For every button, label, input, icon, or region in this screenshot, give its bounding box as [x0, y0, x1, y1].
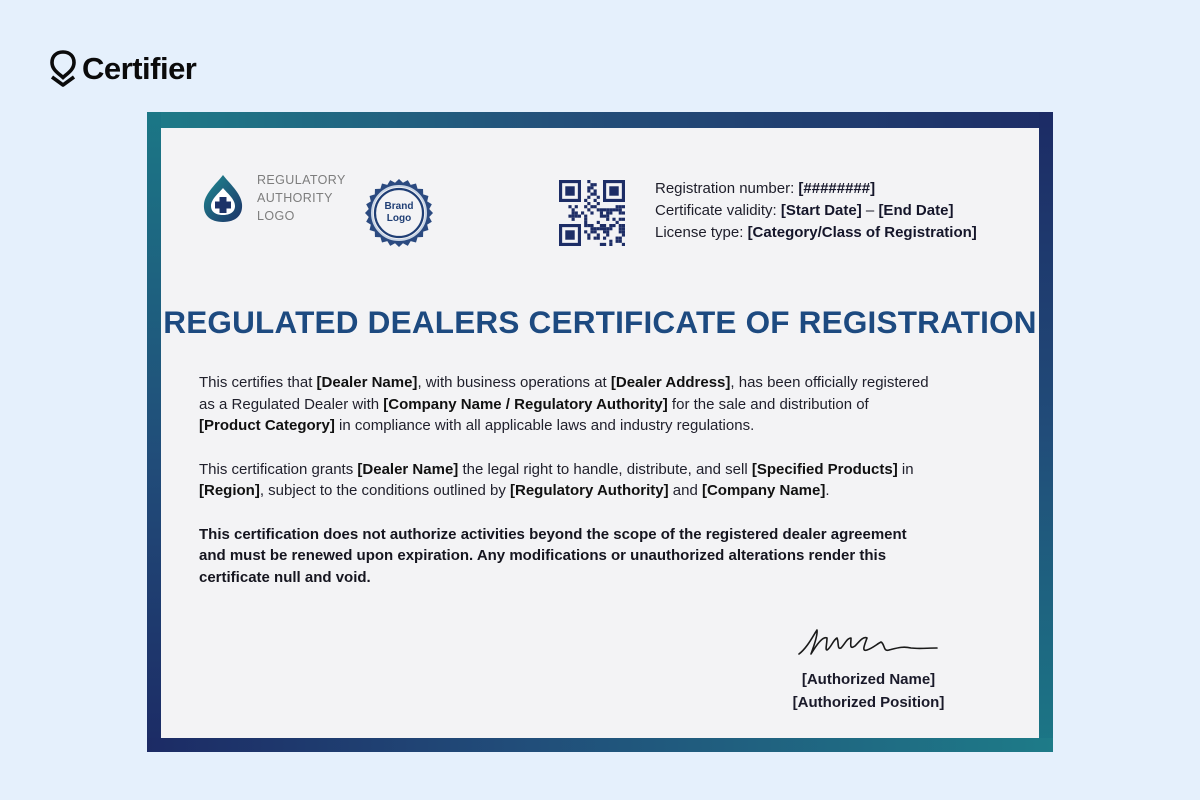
frame-right-border	[1039, 112, 1053, 752]
qr-code[interactable]	[559, 180, 625, 246]
signature-icon	[793, 622, 943, 662]
body-text: for the sale and distribution of	[667, 395, 869, 413]
body-text: , subject to the conditions outlined by	[259, 482, 510, 499]
authority-logo-line: LOGO	[257, 209, 295, 223]
placeholder-field: [Dealer Name]	[316, 374, 418, 391]
body-paragraph	[199, 524, 929, 589]
placeholder-field: [Dealer Address]	[610, 374, 731, 391]
body-text: the legal right to handle, distribute, and sell	[458, 460, 752, 478]
frame-left-border	[147, 112, 161, 752]
authority-logo-text	[257, 171, 347, 225]
certificate-frame	[147, 112, 1053, 752]
signatory-block	[761, 668, 976, 714]
placeholder-field: [Company Name / Regulatory Authority]	[383, 395, 668, 413]
certificate-meta	[655, 178, 977, 244]
date-separator: –	[861, 202, 879, 219]
meta-label: Certificate validity:	[655, 202, 777, 219]
start-date-value: [Start Date]	[780, 202, 862, 219]
seal-line: Logo	[386, 213, 412, 224]
certificate-body	[199, 372, 929, 610]
medical-cross-shield-icon	[200, 173, 246, 224]
signature	[793, 622, 943, 662]
frame-bottom-border	[147, 738, 1053, 752]
registration-number-row	[655, 178, 977, 200]
certificate-validity-row	[655, 200, 977, 222]
body-text: This certifies that	[199, 374, 317, 391]
placeholder-field: [Product Category]	[199, 417, 335, 434]
brand-name: Certifier	[82, 51, 197, 86]
certificate-title: REGULATED DEALERS CERTIFICATE OF REGISTRATION	[163, 304, 1037, 340]
end-date-value: [End Date]	[878, 202, 954, 219]
body-paragraph	[199, 459, 929, 502]
license-type-value: [Category/Class of Registration]	[747, 224, 977, 241]
body-text: in compliance with all applicable laws and industry regulations.	[334, 417, 755, 434]
authority-logo-line: AUTHORITY	[257, 191, 333, 205]
placeholder-field: [Regulatory Authority]	[510, 482, 669, 499]
certifier-logo-icon	[50, 50, 76, 88]
seal-line: Brand	[384, 201, 414, 212]
authority-logo-line: REGULATORY	[257, 173, 346, 187]
qr-code-icon	[559, 180, 625, 246]
body-text: , has been officially registered as a Regulated Dealer with	[199, 374, 929, 413]
body-text: in	[897, 460, 914, 478]
body-text: This certification grants	[199, 460, 358, 478]
license-type-row	[655, 222, 977, 244]
registration-number-value: [########]	[798, 180, 876, 197]
body-text: , with business operations at	[417, 374, 611, 391]
meta-label: Registration number:	[655, 180, 795, 197]
body-text: This certification does not authorize activities beyond the scope of the registered dealer agreement and must be renewed upon expiration. Any modifications or unauthorized alterations render this certificate null and void.	[199, 525, 907, 586]
regulatory-authority-logo	[200, 171, 347, 225]
meta-label: License type:	[655, 224, 744, 241]
placeholder-field: [Region]	[199, 482, 260, 499]
authorized-position: [Authorized Position]	[792, 694, 945, 711]
certificate-paper	[161, 128, 1039, 738]
body-text: and	[668, 482, 702, 499]
brand-logo-seal	[364, 178, 434, 248]
placeholder-field: [Company Name]	[701, 482, 826, 499]
placeholder-field: [Specified Products]	[751, 460, 898, 478]
placeholder-field: [Dealer Name]	[357, 460, 459, 478]
body-text: .	[825, 482, 830, 499]
certifier-brand	[50, 50, 196, 88]
body-paragraph	[199, 372, 929, 437]
authorized-name: [Authorized Name]	[801, 671, 936, 688]
